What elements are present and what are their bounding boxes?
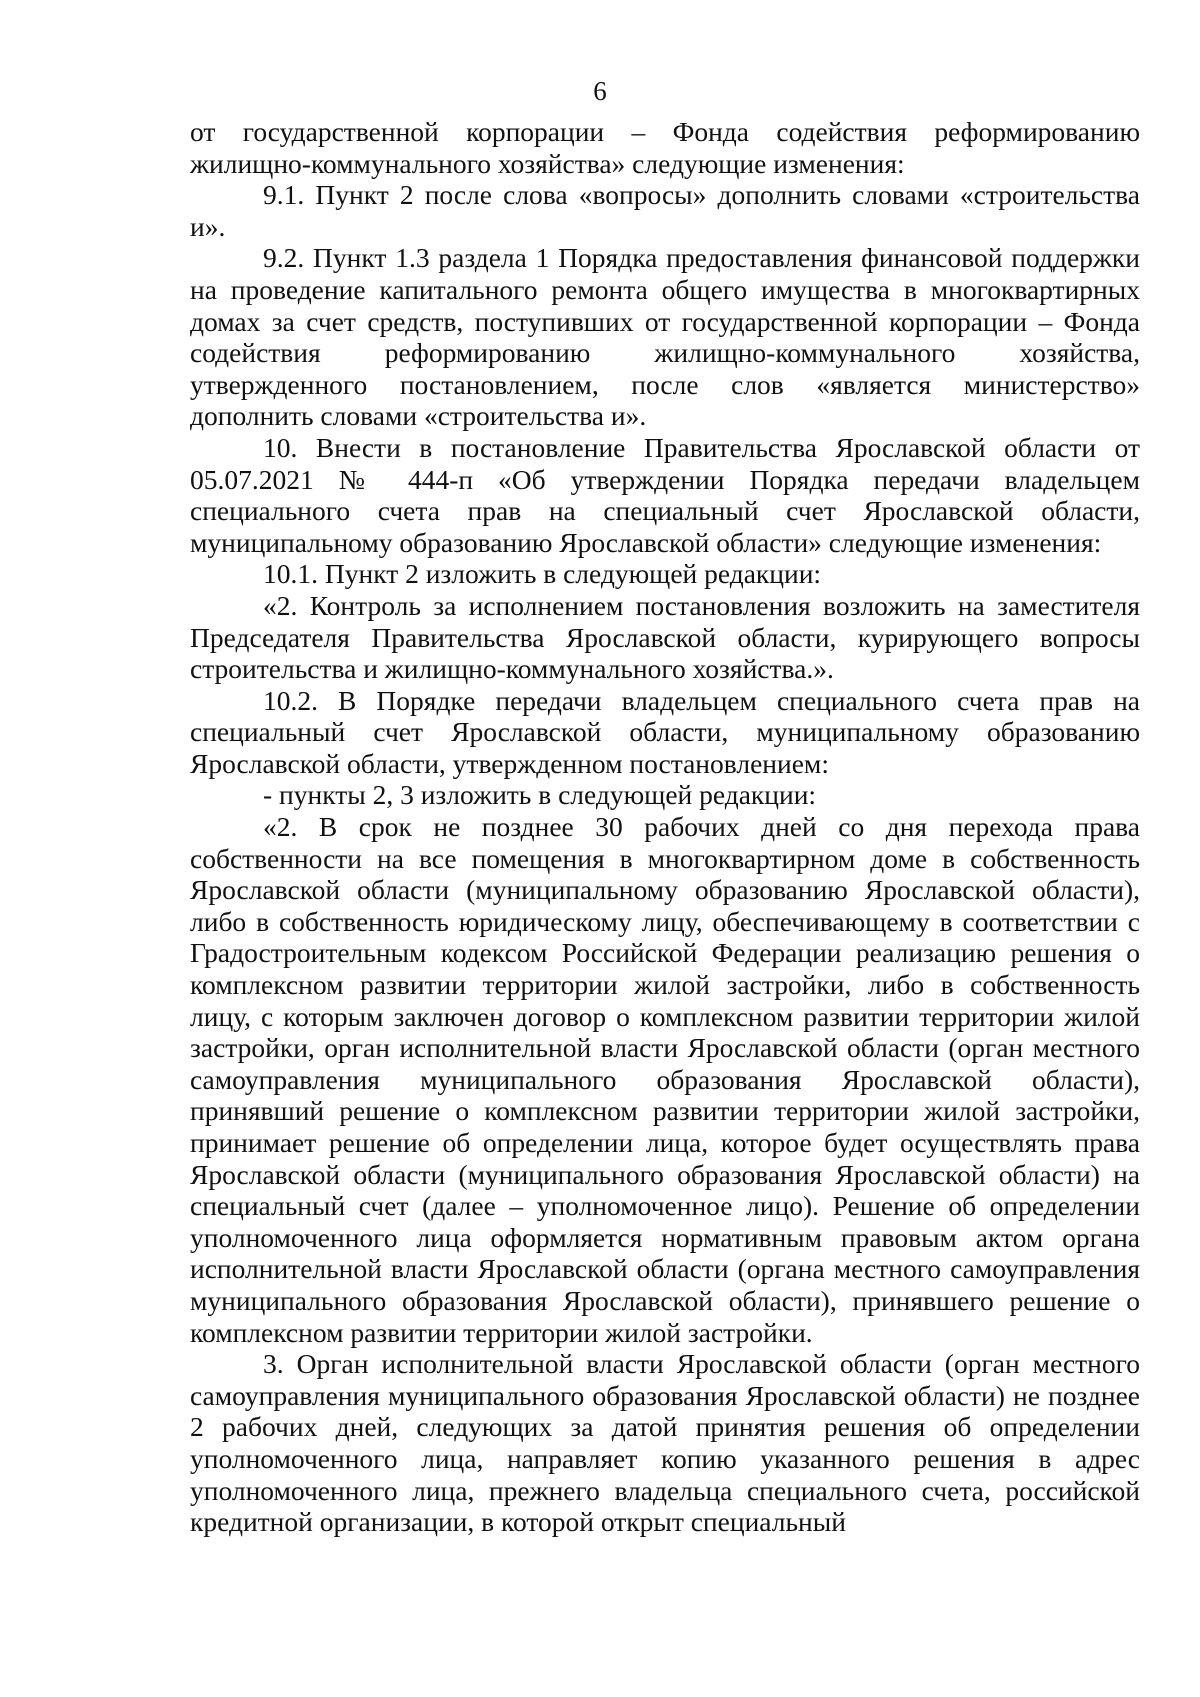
paragraph: 10.1. Пункт 2 изложить в следующей редакции: [263, 558, 822, 590]
paragraph: 3. Орган исполнительной власти Ярославской области (орган местного самоуправления муниципального образования Ярославской области) не позднее 2 рабочих дней, следующих за датой принятия решения об определении уполномоченного лица, направляет копию указанного решения в адрес уполномоченного лица, прежнего владельца специального счета, российской кредитной организации, в которой открыт специальный [190, 1348, 1140, 1538]
paragraph: от государственной корпорации – Фонда содействия реформированию жилищно-коммунального хозяйства» следующие изменения: [190, 116, 1140, 179]
paragraph: 9.2. Пункт 1.3 раздела 1 Порядка предоставления финансовой поддержки на проведение капитального ремонта общего имущества в многоквартирных домах за счет средств, поступивших от государственной корпорации – Фонда содействия реформированию жилищно-коммунального хозяйства, утвержденного постановлением, после слов «является министерство» дополнить словами «строительства и». [190, 242, 1140, 432]
paragraph: 9.1. Пункт 2 после слова «вопросы» дополнить словами «строительства и». [190, 179, 1140, 242]
paragraph: - пункты 2, 3 изложить в следующей редакции: [263, 779, 817, 811]
paragraph: «2. В срок не позднее 30 рабочих дней со дня перехода права собственности на все помещения в многоквартирном доме в собственность Ярославской области (муниципальному образованию Ярославской области), либо в собственность юридическому лицу, обеспечивающему в соответствии с Градостроительным кодексом Российской Федерации реализацию решения о комплексном развитии территории жилой застройки, либо в собственность лицу, с которым заключен договор о комплексном развитии территории жилой застройки, орган исполнительной власти Ярославской области (орган местного самоуправления муниципального образования Ярославской области), принявший решение о комплексном развитии территории жилой застройки, принимает решение об определении лица, которое будет осуществлять права Ярославской области (муниципального образования Ярославской области) на специальный счет (далее – уполномоченное лицо). Решение об определении уполномоченного лица оформляется нормативным правовым актом органа исполнительной власти Ярославской области (органа местного самоуправления муниципального образования Ярославской области), принявшего решение о комплексном развитии территории жилой застройки. [190, 811, 1140, 1348]
paragraph: 10.2. В Порядке передачи владельцем специального счета прав на специальный счет Ярославской области, муниципальному образованию Ярославской области, утвержденном постановлением: [190, 684, 1140, 779]
paragraph: «2. Контроль за исполнением постановления возложить на заместителя Председателя Правительства Ярославской области, курирующего вопросы строительства и жилищно-коммунального хозяйства.». [190, 589, 1140, 685]
page-number: 6 [593, 76, 607, 106]
paragraph: 10. Внести в постановление Правительства Ярославской области от 05.07.2021 № 444-п «Об утверждении Порядка передачи владельцем специального счета прав на специальный счет Ярославской области, муниципальному образованию Ярославской области» следующие изменения: [190, 431, 1140, 558]
document-body [190, 116, 1140, 1538]
